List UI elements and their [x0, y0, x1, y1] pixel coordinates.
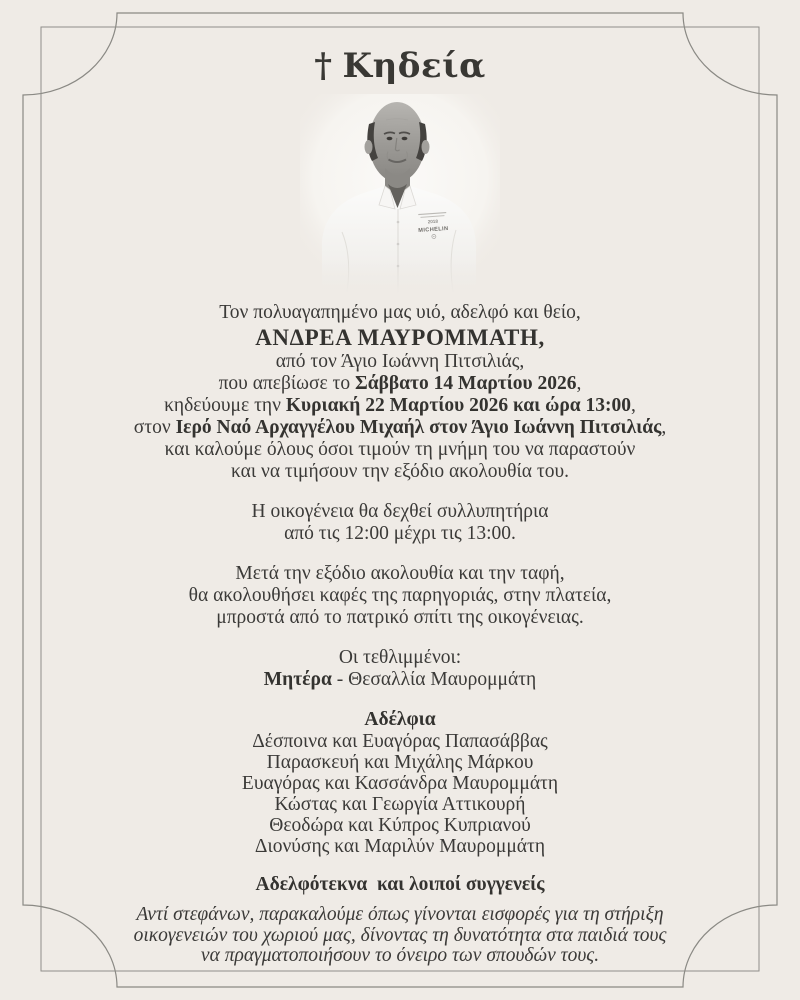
sibling-item: Παρασκευή και Μιχάλης Μάρκου	[266, 752, 534, 773]
announcement-intro: Τον πολυαγαπημένο μας υιό, αδελφό και θείο,	[219, 302, 581, 323]
funeral-date-line	[0, 395, 800, 417]
sibling-item: Θεοδώρα και Κύπρος Κυπριανού	[269, 815, 531, 836]
death-date-pre: που απεβίωσε το	[218, 373, 355, 394]
mother-name: Θεσαλλία Μαυρομμάτη	[348, 669, 537, 690]
invitation-line-2: και να τιμήσουν την εξόδιο ακολουθία του.	[231, 461, 569, 482]
siblings-heading: Αδέλφια	[364, 709, 436, 730]
donation-line-2: οικογενειών του χωριού μας, δίνοντας τη δυνατότητα στα παιδιά τους	[133, 924, 667, 946]
donation-line-3: να πραγματοποιήσουν το όνειρο των σπουδών τους.	[200, 945, 600, 966]
invitation-line-1: και καλούμε όλους όσοι τιμούν τη μνήμη του να παραστούν	[164, 439, 636, 460]
portrait-image	[300, 94, 500, 294]
death-date-line	[0, 373, 800, 395]
condolences-line-2: από τις 12:00 μέχρι τις 13:00.	[284, 523, 516, 544]
donation-line-1: Αντί στεφάνων, παρακαλούμε όπως γίνονται εισφορές για τη στήριξη	[136, 904, 664, 925]
church-pre: στον	[133, 417, 176, 438]
condolences-line-1: Η οικογένεια θα δεχθεί συλλυπητήρια	[251, 501, 549, 522]
relatives-section	[0, 874, 800, 896]
death-date: Σάββατο 14 Μαρτίου 2026	[354, 373, 577, 394]
sibling-item: Κώστας και Γεωργία Αττικουρή	[274, 794, 526, 815]
death-date-post: ,	[576, 373, 582, 394]
sibling-item: Δέσποινα και Ευαγόρας Παπασάββας	[252, 731, 548, 752]
siblings-section	[0, 709, 800, 857]
relatives-line: Αδελφότεκνα και λοιποί συγγενείς	[255, 874, 545, 895]
page-title-text: Κηδεία	[342, 46, 486, 86]
head	[369, 102, 425, 182]
ear-right	[422, 140, 430, 154]
photo-bottom-fade	[300, 260, 500, 294]
mother-separator: -	[331, 669, 349, 690]
after-service-line-1: Μετά την εξόδιο ακολουθία και την ταφή,	[235, 563, 565, 584]
jacket-button	[397, 221, 400, 224]
ear-left	[365, 140, 373, 154]
condolences-section	[0, 501, 800, 545]
church-line	[0, 417, 800, 439]
church-post: ,	[661, 417, 667, 438]
after-service-line-2: θα ακολουθήσει καφές της παρηγοριάς, στην πλατεία,	[188, 585, 612, 606]
cross-icon: †	[314, 46, 333, 86]
sibling-item: Διονύσης και Μαριλύν Μαυρομμάτη	[254, 836, 546, 857]
page-title	[0, 46, 800, 86]
jacket-button	[397, 243, 400, 246]
origin-line: από τον Άγιο Ιωάννη Πιτσιλιάς,	[275, 351, 525, 372]
embroidery-brand: MICHELIN	[418, 225, 449, 235]
sibling-item: Ευαγόρας και Κασσάνδρα Μαυρομμάτη	[241, 773, 559, 794]
mother-label: Μητέρα	[263, 669, 332, 690]
portrait-photo	[0, 94, 800, 294]
deceased-name: ΑΝΔΡΕΑ ΜΑΥΡΟΜΜΑΤΗ,	[255, 325, 545, 350]
embroidery-year: 2018	[427, 218, 439, 225]
eye-right	[402, 137, 408, 140]
church-name: Ιερό Ναό Αρχαγγέλου Μιχαήλ στον Άγιο Ιωάννη Πιτσιλιάς	[175, 417, 662, 438]
after-service-line-3: μπροστά από το πατρικό σπίτι της οικογένειας.	[216, 607, 584, 628]
donation-note-section	[0, 905, 800, 967]
mourners-section	[0, 647, 800, 691]
announcement-section	[0, 302, 800, 483]
eye-left	[387, 137, 393, 140]
mourners-heading: Οι τεθλιμμένοι:	[338, 647, 462, 668]
funeral-date: Κυριακή 22 Μαρτίου 2026 και ώρα 13:00	[285, 395, 632, 416]
after-service-section	[0, 563, 800, 629]
funeral-date-post: ,	[631, 395, 636, 416]
mother-line	[0, 669, 800, 691]
funeral-date-pre: κηδεύουμε την	[164, 395, 286, 416]
